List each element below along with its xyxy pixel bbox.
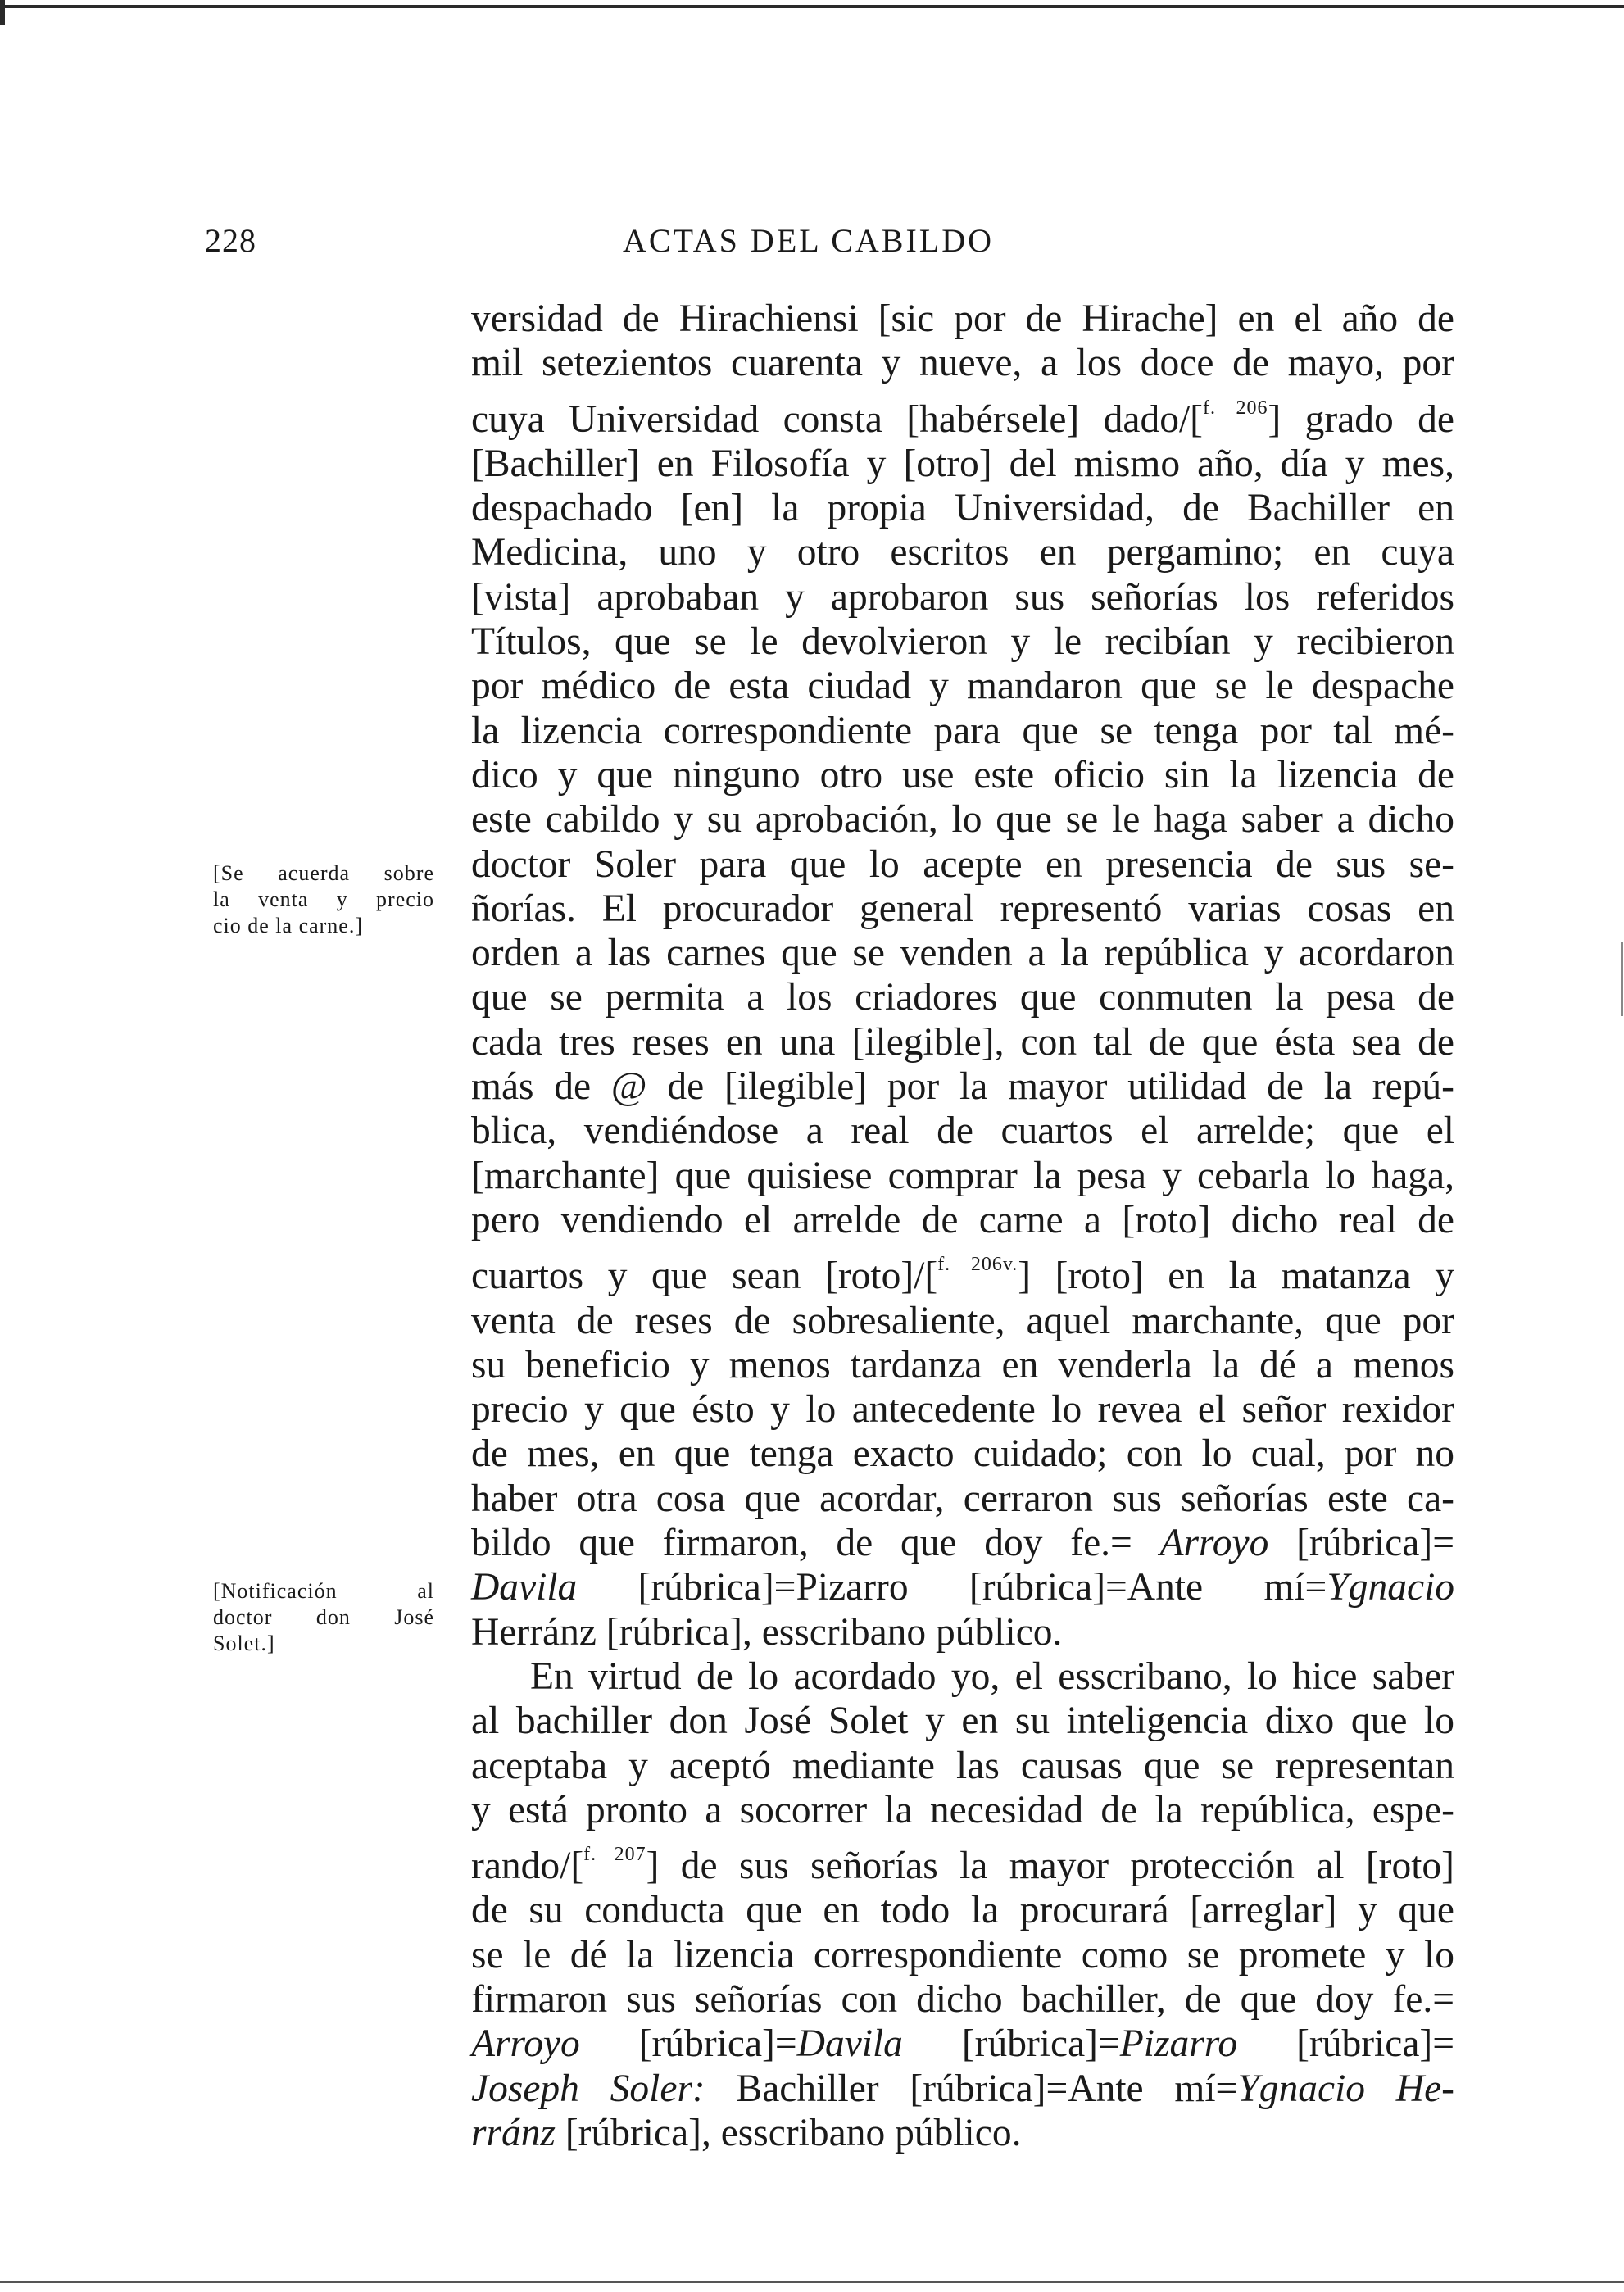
- text-run: bildo que firmaron, de que doy fe.=: [471, 1522, 1132, 1565]
- text-line: de su conducta que en todo la procurará [arreglar] y que: [471, 1889, 1454, 1932]
- folio-marker: f. 207: [583, 1844, 646, 1866]
- text-line: aceptaba y aceptó mediante las causas que se representan: [471, 1744, 1454, 1787]
- signature-pizarro: Pizarro: [1119, 2022, 1238, 2066]
- scan-edge-top: [0, 5, 1624, 8]
- text-line: la lizencia correspondiente para que se tenga por tal mé-: [471, 709, 1454, 752]
- text-run: Herránz [rúbrica], esscribano público.: [471, 1610, 1063, 1654]
- text-line: [471, 1832, 1454, 1888]
- page-number: 228: [205, 222, 256, 259]
- text-line: mil setezientos cuarenta y nueve, a los doce de mayo, por: [471, 342, 1454, 385]
- text-line: Medicina, uno y otro escritos en pergamino; en cuya: [471, 531, 1454, 574]
- text-line: [471, 1521, 1454, 1565]
- text-run: ] de sus señorías la mayor protección al [roto]: [646, 1845, 1454, 1888]
- text-line: ñorías. El procurador general representó varias cosas en: [471, 887, 1454, 930]
- margin-note-line: [Se acuerda sobre: [213, 861, 434, 885]
- text-line: versidad de Hirachiensi [sic por de Hirache] en el año de: [471, 297, 1454, 340]
- margin-note-line: Solet.]: [213, 1632, 275, 1655]
- text-line: despachado [en] la propia Universidad, de Bachiller en: [471, 487, 1454, 530]
- text-run: Bachiller [rúbrica]=Ante mí=: [736, 2067, 1238, 2110]
- signature-davila: Davila: [471, 1566, 578, 1609]
- text-line: Títulos, que se le devolvieron y le recibían y recibieron: [471, 620, 1454, 664]
- text-line: [marchante] que quisiese comprar la pesa y cebarla lo haga,: [471, 1154, 1454, 1197]
- text-run: [rúbrica]=Pizarro: [637, 1566, 909, 1609]
- text-line: haber otra cosa que acordar, cerraron sus señorías este ca-: [471, 1477, 1454, 1520]
- text-line: blica, vendiéndose a real de cuartos el arrelde; que el: [471, 1110, 1454, 1153]
- text-line: precio y que ésto y lo antecedente lo revea el señor rexidor: [471, 1388, 1454, 1432]
- signature-herranz: rránz: [471, 2111, 556, 2154]
- text-line: [471, 2111, 1454, 2155]
- text-line: más de @ de [ilegible] por la mayor utilidad de la repú-: [471, 1065, 1454, 1109]
- text-line: [471, 2022, 1454, 2066]
- text-line: [471, 1565, 1454, 1609]
- text-run: [rúbrica]=: [638, 2022, 797, 2066]
- text-run: ] [roto] en la matanza y: [1018, 1255, 1454, 1298]
- text-run: [rúbrica]=: [1296, 2022, 1455, 2066]
- text-line: se le dé la lizencia correspondiente como se promete y lo: [471, 1933, 1454, 1977]
- text-line: firmaron sus señorías con dicho bachiller, de que doy fe.=: [471, 1977, 1454, 2021]
- signature-joseph-soler: Joseph Soler:: [471, 2067, 705, 2110]
- paragraph-1: [471, 297, 1454, 1654]
- signature-ygnacio: Ygnacio He-: [1237, 2067, 1454, 2110]
- text-run: [rúbrica]=: [1296, 1522, 1454, 1565]
- margin-note-line: cio de la carne.]: [213, 914, 364, 937]
- body-text: [471, 297, 1454, 2155]
- signature-arroyo: Arroyo: [471, 2022, 580, 2066]
- margin-note-notificacion: [213, 1578, 434, 1657]
- text-line: [471, 1242, 1454, 1298]
- text-line: que se permita a los criadores que conmuten la pesa de: [471, 976, 1454, 1019]
- signature-ygnacio: Ygnacio: [1327, 1566, 1455, 1609]
- text-line: venta de reses de sobresaliente, aquel marchante, que por: [471, 1299, 1454, 1342]
- text-line: [vista] aprobaban y aprobaron sus señorías los referidos: [471, 575, 1454, 619]
- margin-note-line: la venta y precio: [213, 887, 434, 911]
- text-line: cada tres reses en una [ilegible], con tal de que ésta sea de: [471, 1020, 1454, 1064]
- running-head: ACTAS DEL CABILDO: [623, 222, 994, 259]
- text-run: rando/[: [471, 1845, 584, 1888]
- text-line: En virtud de lo acordado yo, el esscribano, lo hice saber: [530, 1654, 1454, 1698]
- text-line: este cabildo y su aprobación, lo que se le haga saber a dicho: [471, 798, 1454, 842]
- folio-marker: f. 206: [1202, 397, 1268, 419]
- text-line: orden a las carnes que se venden a la república y acordaron: [471, 932, 1454, 975]
- scan-edge-bottom: [0, 2281, 1624, 2283]
- scan-edge-top-left: [0, 0, 5, 25]
- text-line: de mes, en que tenga exacto cuidado; con lo cual, por no: [471, 1432, 1454, 1476]
- text-run: [rúbrica], esscribano público.: [565, 2111, 1022, 2154]
- text-line: dico y que ninguno otro use este oficio sin la lizencia de: [471, 753, 1454, 797]
- text-run: cuya Universidad consta [habérsele] dado/[: [471, 397, 1203, 441]
- signature-davila: Davila: [796, 2022, 903, 2066]
- text-line: al bachiller don José Solet y en su inteligencia dixo que lo: [471, 1700, 1454, 1743]
- text-line: [471, 2067, 1454, 2111]
- folio-marker: f. 206v.: [937, 1254, 1018, 1276]
- paragraph-2: [471, 1654, 1454, 2155]
- text-line: [Bachiller] en Filosofía y [otro] del mismo año, día y mes,: [471, 442, 1454, 485]
- text-run: cuartos y que sean [roto]/[: [471, 1255, 938, 1298]
- scan-edge-right-mark: [1621, 942, 1623, 1016]
- text-run: ] grado de: [1268, 397, 1454, 441]
- text-line: [471, 386, 1454, 442]
- text-line: [471, 1610, 1454, 1654]
- margin-note-carne: [213, 860, 434, 939]
- text-line: su beneficio y menos tardanza en venderla la dé a menos: [471, 1343, 1454, 1387]
- text-run: [rúbrica]=: [961, 2022, 1120, 2066]
- text-line: por médico de esta ciudad y mandaron que se le despache: [471, 665, 1454, 708]
- text-line: pero vendiendo el arrelde de carne a [roto] dicho real de: [471, 1198, 1454, 1241]
- margin-note-line: doctor don José: [213, 1605, 434, 1629]
- signature-arroyo: Arroyo: [1159, 1522, 1269, 1565]
- text-line: y está pronto a socorrer la necesidad de la república, espe-: [471, 1788, 1454, 1831]
- text-line: doctor Soler para que lo acepte en presencia de sus se-: [471, 842, 1454, 886]
- margin-note-line: [Notificación al: [213, 1579, 434, 1603]
- text-run: [rúbrica]=Ante mí=: [969, 1566, 1327, 1609]
